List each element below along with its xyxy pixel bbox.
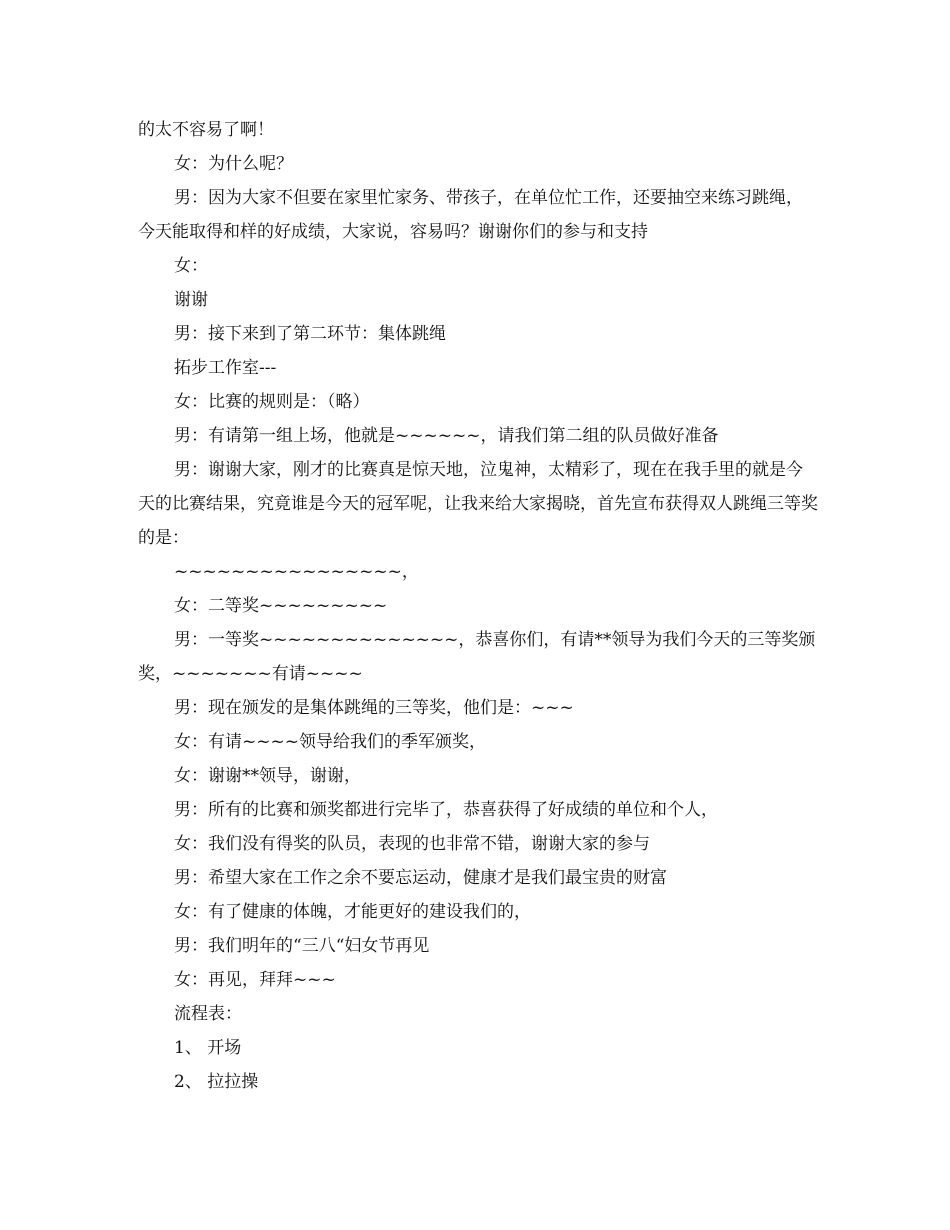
paragraph-18: 女：我们没有得奖的队员，表现的也非常不错，谢谢大家的参与 bbox=[174, 834, 650, 854]
paragraph-16: 女：谢谢**领导，谢谢， bbox=[174, 766, 361, 786]
paragraph-5: 谢谢 bbox=[174, 290, 208, 310]
paragraph-24: 1、 开场 bbox=[174, 1038, 242, 1058]
paragraph-4: 女： bbox=[174, 256, 208, 276]
paragraph-20: 女：有了健康的体魄，才能更好的建设我们的， bbox=[174, 902, 531, 922]
paragraph-17: 男：所有的比赛和颁奖都进行完毕了，恭喜获得了好成绩的单位和个人， bbox=[174, 800, 718, 820]
paragraph-2: 女：为什么呢？ bbox=[174, 154, 293, 174]
paragraph-21: 男：我们明年的“三八“妇女节再见 bbox=[174, 936, 430, 956]
paragraph-1: 的太不容易了啊！ bbox=[138, 120, 274, 140]
paragraph-6: 男：接下来到了第二环节：集体跳绳 bbox=[174, 324, 446, 344]
paragraph-15: 女：有请~~~~领导给我们的季军颁奖， bbox=[174, 732, 486, 752]
paragraph-12: 女：二等奖~~~~~~~~~ bbox=[174, 596, 388, 616]
paragraph-14: 男：现在颁发的是集体跳绳的三等奖，他们是：~~~ bbox=[174, 698, 574, 718]
paragraph-23: 流程表： bbox=[174, 1004, 242, 1024]
document-body bbox=[138, 113, 818, 1099]
paragraph-13: 男：一等奖~~~~~~~~~~~~~~，恭喜你们，有请**领导为我们今天的三等奖颁奖，~~~~~~~有请~~~~ bbox=[138, 630, 816, 684]
paragraph-8: 女：比赛的规则是：（略） bbox=[174, 392, 370, 412]
paragraph-19: 男：希望大家在工作之余不要忘运动，健康才是我们最宝贵的财富 bbox=[174, 868, 667, 888]
paragraph-3: 男：因为大家不但要在家里忙家务、带孩子，在单位忙工作，还要抽空来练习跳绳，今天能取得和样的好成绩，大家说，容易吗？谢谢你们的参与和支持 bbox=[138, 188, 803, 242]
paragraph-10: 男：谢谢大家，刚才的比赛真是惊天地，泣鬼神，太精彩了，现在在我手里的就是今天的比赛结果，究竟谁是今天的冠军呢，让我来给大家揭晓，首先宣布获得双人跳绳三等奖的是： bbox=[138, 460, 818, 548]
paragraph-7: 拓步工作室--- bbox=[174, 358, 277, 378]
paragraph-25: 2、 拉拉操 bbox=[174, 1072, 259, 1092]
paragraph-9: 男：有请第一组上场，他就是~~~~~~，请我们第二组的队员做好准备 bbox=[174, 426, 719, 446]
paragraph-22: 女：再见，拜拜~~~ bbox=[174, 970, 336, 990]
paragraph-11: ~~~~~~~~~~~~~~~~， bbox=[174, 562, 419, 582]
